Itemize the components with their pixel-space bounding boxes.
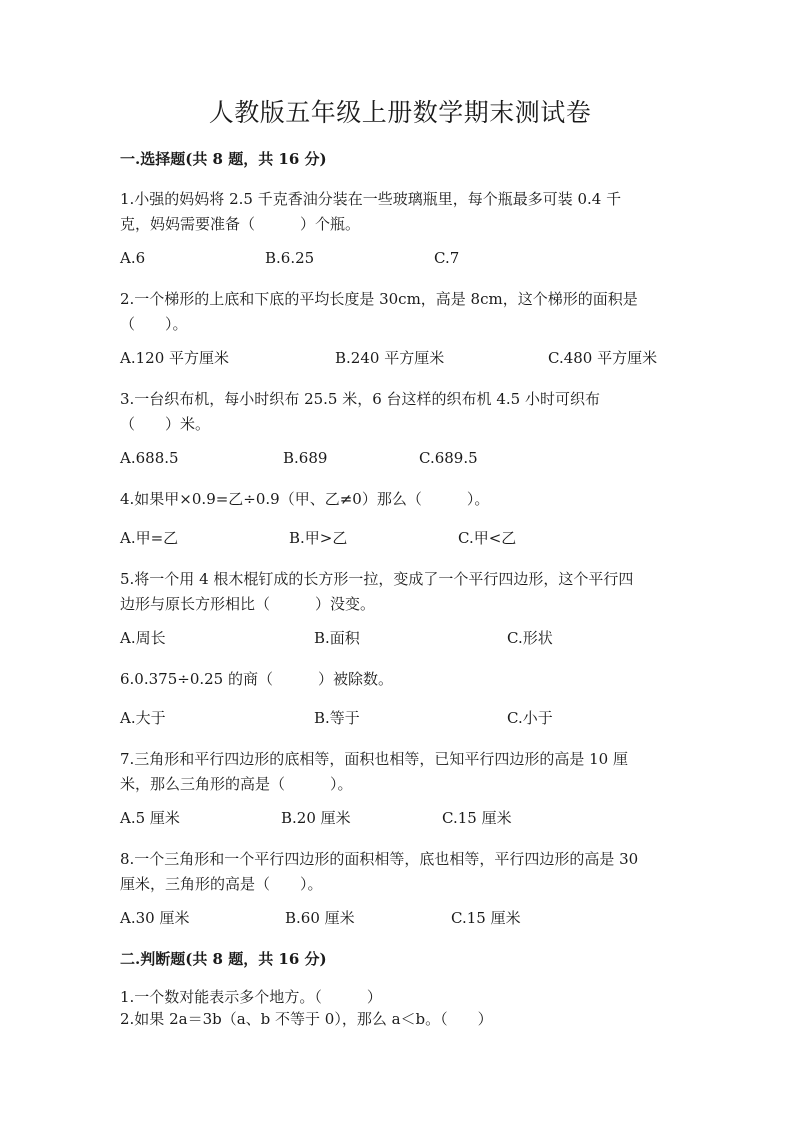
question-2-options <box>120 347 680 369</box>
question-6-line-1: 6.0.375÷0.25 的商（ ）被除数。 <box>120 670 393 688</box>
option-b: B.60 厘米 <box>285 909 355 927</box>
question-8-line-2: 厘米，三角形的高是（ ）。 <box>120 875 323 893</box>
option-a: A.6 <box>120 249 146 267</box>
option-b: B.20 厘米 <box>281 809 351 827</box>
option-a: A.大于 <box>120 709 166 727</box>
exam-title: 人教版五年级上册数学期末测试卷 <box>208 98 592 127</box>
question-8 <box>120 847 680 897</box>
question-8-options <box>120 907 680 929</box>
question-7 <box>120 747 680 797</box>
option-b: B.6.25 <box>265 249 315 267</box>
question-3-line-2: （ ）米。 <box>120 415 211 433</box>
question-5 <box>120 567 680 617</box>
option-a: A.甲=乙 <box>120 529 179 547</box>
question-1 <box>120 187 680 237</box>
question-7-line-2: 米，那么三角形的高是（ ）。 <box>120 775 353 793</box>
option-a: A.5 厘米 <box>120 809 180 827</box>
question-7-line-1: 7.三角形和平行四边形的底相等，面积也相等，已知平行四边形的高是 10 厘 <box>120 750 628 768</box>
option-b: B.等于 <box>314 709 360 727</box>
question-7-options <box>120 807 680 829</box>
option-b: B.甲>乙 <box>289 529 348 547</box>
option-c: C.15 厘米 <box>451 909 521 927</box>
option-c: C.小于 <box>507 709 553 727</box>
option-a: A.周长 <box>120 629 166 647</box>
judgement-item-1: 1.一个数对能表示多个地方。（ ） <box>120 988 382 1006</box>
option-a: A.120 平方厘米 <box>120 349 229 367</box>
question-8-line-1: 8.一个三角形和一个平行四边形的面积相等，底也相等，平行四边形的高是 30 <box>120 850 639 868</box>
question-6-options <box>120 707 680 729</box>
option-c: C.7 <box>434 249 460 267</box>
question-5-line-2: 边形与原长方形相比（ ）没变。 <box>120 595 376 613</box>
option-a: A.688.5 <box>120 449 179 467</box>
question-1-line-1: 1.小强的妈妈将 2.5 千克香油分装在一些玻璃瓶里，每个瓶最多可装 0.4 千 <box>120 190 622 208</box>
option-b: B.689 <box>283 449 328 467</box>
option-c: C.480 平方厘米 <box>548 349 658 367</box>
question-2-line-2: （ ）。 <box>120 315 188 333</box>
option-b: B.240 平方厘米 <box>335 349 445 367</box>
option-b: B.面积 <box>314 629 360 647</box>
question-5-options <box>120 627 680 649</box>
option-c: C.形状 <box>507 629 553 647</box>
question-4 <box>120 487 680 512</box>
question-5-line-1: 5.将一个用 4 根木棍钉成的长方形一拉，变成了一个平行四边形，这个平行四 <box>120 570 634 588</box>
option-c: C.甲<乙 <box>458 529 517 547</box>
question-4-line-1: 4.如果甲×0.9=乙÷0.9（甲、乙≠0）那么（ ）。 <box>120 490 490 508</box>
judgement-item-2: 2.如果 2a＝3b（a、b 不等于 0），那么 a＜b。（ ） <box>120 1010 493 1028</box>
question-2 <box>120 287 680 337</box>
question-6 <box>120 667 680 692</box>
question-3 <box>120 387 680 437</box>
option-a: A.30 厘米 <box>120 909 190 927</box>
question-3-line-1: 3.一台织布机，每小时织布 25.5 米，6 台这样的织布机 4.5 小时可织布 <box>120 390 600 408</box>
question-1-options <box>120 247 680 269</box>
option-c: C.689.5 <box>419 449 478 467</box>
question-1-line-2: 克，妈妈需要准备（ ）个瓶。 <box>120 215 361 233</box>
question-4-options <box>120 527 680 549</box>
question-3-options <box>120 447 680 469</box>
question-2-line-1: 2.一个梯形的上底和下底的平均长度是 30cm，高是 8cm，这个梯形的面积是 <box>120 290 638 308</box>
option-c: C.15 厘米 <box>442 809 512 827</box>
section-heading-choice: 一.选择题(共 8 题，共 16 分) <box>120 150 327 168</box>
section-heading-judgement: 二.判断题(共 8 题，共 16 分) <box>120 950 327 968</box>
